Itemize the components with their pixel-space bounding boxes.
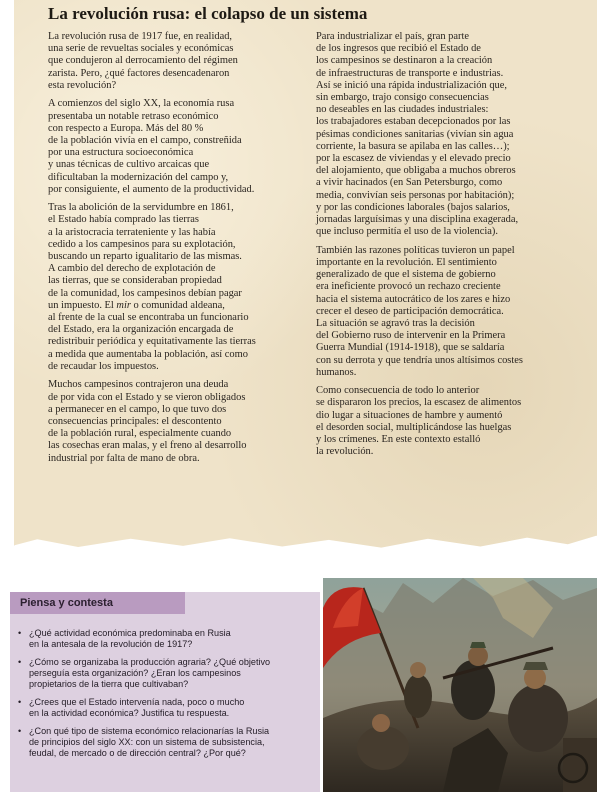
text-line: de recaudar los impuestos. [48,360,159,372]
bullet-icon: • [18,657,22,667]
text-line: de la población vivía en el campo, constreñida [48,134,242,146]
text-line: los campesinos se destinaron a la creación [316,55,493,67]
question-list [18,628,318,766]
question-line: ¿Crees que el Estado intervenía nada, poco o mucho [29,697,245,707]
question-line: feudal, de mercado o de dirección central? ¿Por qué? [29,748,246,758]
text-line: la revolución. [316,446,374,458]
right-column [316,31,578,465]
text-line: una serie de revueltas sociales y económicas [48,43,234,55]
text-line: hacia el sistema autocrático de los zares e hizo [316,293,511,305]
text-line: A comienzos del siglo XX, la economía rusa [48,98,235,110]
text-line: buscando un reparto igualitario de las mismas. [48,251,242,263]
soldier-body-3 [508,684,568,752]
text-line: Muchos campesinos contrajeron una deuda [48,379,229,391]
text-line: y unas técnicas de cultivo arcaicas que [48,159,210,171]
text-line: se dispararon los precios, la escasez de alimentos [316,397,522,409]
question-item [18,726,318,759]
text-line: con respecto a Europa. Más del 80 % [48,122,204,134]
paragraph-4 [48,379,306,464]
text-line: zarista. Pero, ¿qué factores desencadenaron [48,67,230,79]
text-line: sin embargo, trajo consigo consecuencias [316,92,489,104]
panel-title: Piensa y contesta [20,597,113,609]
text-line: dio lugar a situaciones de hambre y aumentó [316,409,503,421]
question-item [18,657,318,690]
question-line: ¿Qué actividad económica predominaba en Rusia [29,628,231,638]
soldier-cap [470,642,486,648]
soldier-head-1 [410,662,426,678]
question-item [18,697,318,719]
article-title: La revolución rusa: el colapso de un sistema [48,4,368,23]
text-line: con su derrota y que tendría unos altísimos costes [316,354,523,366]
text-line: crecer el deseo de participación democrática. [316,305,504,317]
text-line: importante en la revolución. El sentimiento [316,256,497,268]
text-line: esta revolución? [48,79,117,91]
text-line: de los ingresos que recibió el Estado de [316,43,481,55]
question-line: en la actividad económica? Justifica tu respuesta. [29,708,230,718]
text-line: La situación se agravó tras la decisión [316,317,475,329]
text-line: También las razones políticas tuvieron un papel [316,244,515,256]
panel-header [10,592,185,614]
text-line: las tierras, que se consideraban propiedad [48,275,222,287]
mir-term: mir [116,299,131,311]
mir-line-before: un impuesto. El [48,299,117,311]
text-line: era ineficiente provocó un rechazo creciente [316,281,501,293]
left-column [48,31,306,471]
text-line: que incluso permitía el uso de la violencia). [316,226,499,238]
text-line: del alojamiento, que obligaba a muchos obreros [316,165,516,177]
text-line: el desorden social, multiplicándose las huelgas [316,421,512,433]
text-line: por consiguiente, el aumento de la productividad. [48,183,255,195]
text-line: de la comunidad, los campesinos debían pagar [48,287,242,299]
text-line: el Estado había comprado las tierras [48,214,199,226]
paragraph-1 [48,31,306,92]
paragraph-6 [316,245,578,379]
text-line: Para industrializar el país, gran parte [316,31,470,42]
text-line: de la población rural, especialmente cuando [48,428,232,440]
text-line: A cambio del derecho de explotación de [48,263,216,275]
question-line: perseguía esta organización? ¿Eran los campesinos [29,668,241,678]
text-line: Así se inició una rápida industrialización que, [316,79,508,91]
text-line: presentaba un notable retraso económico [48,110,219,122]
text-line: a permanecer en el campo, lo que tuvo dos [48,403,227,415]
revolution-painting [323,578,597,792]
question-item [18,628,318,650]
text-line: del Gobierno ruso de intervenir en la Primera [316,330,506,342]
text-line: La revolución rusa de 1917 fue, en realidad, [48,31,233,42]
text-line: humanos. [316,366,357,378]
text-line: por una estructura socioeconómica [48,147,194,159]
bullet-icon: • [18,697,22,707]
mir-line-after: o comunidad aldeana, [130,299,225,311]
text-line: a medida que aumentaba la población, así como [48,348,248,360]
text-line: no deseables en las ciudades industriales: [316,104,489,116]
text-line: Tras la abolición de la servidumbre en 1861, [48,202,234,214]
text-line: jornadas larguísimas y una disciplina exagerada, [316,214,519,226]
text-line: cedido a los campesinos para su explotación, [48,238,236,250]
text-line: a vivir hacinados (en San Petersburgo, como [316,177,503,189]
question-line: ¿Con qué tipo de sistema económico relacionarías la Rusia [29,726,270,736]
text-line: de infraestructuras de transporte e industrias. [316,67,504,79]
wagon-wheel-shadow [563,738,597,792]
text-line: Como consecuencia de todo lo anterior [316,385,480,397]
text-line: los trabajadores estaban decepcionados por las [316,116,511,128]
text-line: por la escasez de viviendas y el elevado precio [316,153,511,165]
soldier-body-4 [357,726,409,770]
paragraph-3 [48,202,306,373]
bullet-icon: • [18,628,22,638]
soldier-cap-3 [523,662,548,670]
soldier-head-4 [372,714,390,732]
text-line: a la aristocracia terrateniente y las había [48,226,216,238]
paragraph-5 [316,31,578,238]
text-line: las cosechas eran malas, y el freno al desarrollo [48,440,247,452]
text-line: pésimas condiciones sanitarias (vivían sin agua [316,128,514,140]
text-line: media, convivían seis personas por habitación); [316,189,515,201]
paragraph-2 [48,98,306,196]
text-line: generalizado de que el sistema de gobierno [316,269,496,281]
text-line: consecuencias principales: el descontento [48,415,222,427]
text-line: de por vida con el Estado y se vieron obligados [48,391,246,403]
text-line: y los crímenes. En este contexto estalló [316,434,481,446]
text-line: y por las condiciones laborales (bajos salarios, [316,201,510,213]
question-line: propietarios de la tierra que cultivaban? [29,679,189,689]
question-line: ¿Cómo se organizaba la producción agraria? ¿Qué objetivo [29,657,271,667]
mir-line [48,300,306,312]
text-line: redistribuir periódica y equitativamente las tierras [48,336,256,348]
text-line: del Estado, era la organización encargada de [48,324,234,336]
text-line: dificultaban la modernización del campo y, [48,171,229,183]
text-line: que condujeron al derrocamiento del régimen [48,55,238,67]
soldier-head-2 [468,646,488,666]
text-line: al frente de la cual se encontraba un funcionario [48,312,249,324]
think-and-answer-panel [10,592,320,792]
soldier-body-1 [404,674,432,718]
text-line: industrial por falta de mano de obra. [48,452,200,464]
question-line: de principios del siglo XX: con un sistema de subsistencia, [29,737,265,747]
text-line: corriente, la basura se apilaba en las calles…); [316,140,510,152]
bullet-icon: • [18,726,22,736]
paragraph-7 [316,385,578,458]
soldier-head-3 [524,667,546,689]
question-line: en la antesala de la revolución de 1917? [29,639,193,649]
text-line: Guerra Mundial (1914-1918), que se saldaría [316,342,505,354]
